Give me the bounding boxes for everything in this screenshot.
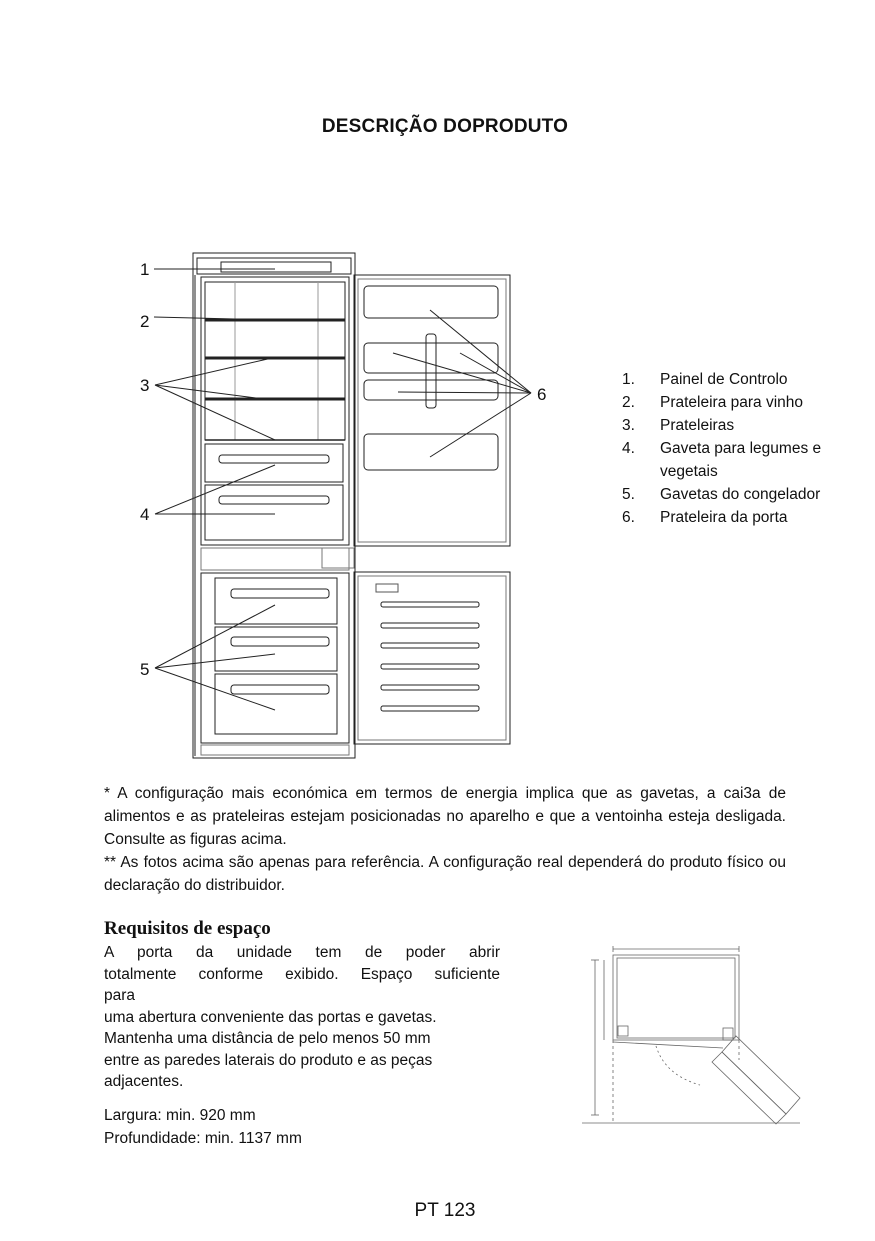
page-title: DESCRIÇÃO DOPRODUTO	[321, 116, 569, 137]
callout-4: 4	[140, 505, 150, 524]
legend-item: 6. Prateleira da porta	[622, 509, 788, 526]
legend-item: 1. Painel de Controlo	[622, 371, 788, 388]
parts-legend	[622, 368, 822, 529]
clearance-diagram	[582, 946, 800, 1124]
page-number: PT 123	[414, 1200, 476, 1221]
callout-5: 5	[140, 660, 150, 679]
note-photos: ** As fotos acima são apenas para referência. A configuração real dependerá do produto físico ou declaração do distribuidor.	[104, 854, 786, 894]
note-energy: * A configuração mais económica em termos de energia implica que as gavetas, a cai3a de alimentos e as prateleiras estejam posicionadas no aparelho e que a ventoinha esteja desligada. Consulte as figuras acima.	[104, 785, 786, 848]
callout-1: 1	[140, 260, 150, 279]
legend-item: 2. Prateleira para vinho	[622, 394, 804, 411]
legend-item: 3. Prateleiras	[622, 417, 735, 434]
callout-2: 2	[140, 312, 150, 331]
callout-6: 6	[537, 385, 547, 404]
callout-3: 3	[140, 376, 150, 395]
min-width: Largura: min. 920 mm	[104, 1107, 256, 1124]
space-requirements-text: A porta da unidade tem de poder abrir totalmente conforme exibido. Espaço suficiente para uma abertura conveniente das portas e gavetas. Mantenha uma distância de pelo menos 50 mm entre as paredes laterais do produto e as peças adjacentes.	[104, 944, 500, 1090]
notes	[104, 782, 786, 897]
legend-item: 5. Gavetas do congelador	[622, 486, 821, 503]
min-depth: Profundidade: min. 1137 mm	[104, 1130, 302, 1147]
legend-item: 4. Gaveta para legumes e vegetais	[622, 440, 822, 480]
space-dimensions	[104, 1104, 302, 1150]
space-requirements-heading: Requisitos de espaço	[104, 918, 271, 939]
